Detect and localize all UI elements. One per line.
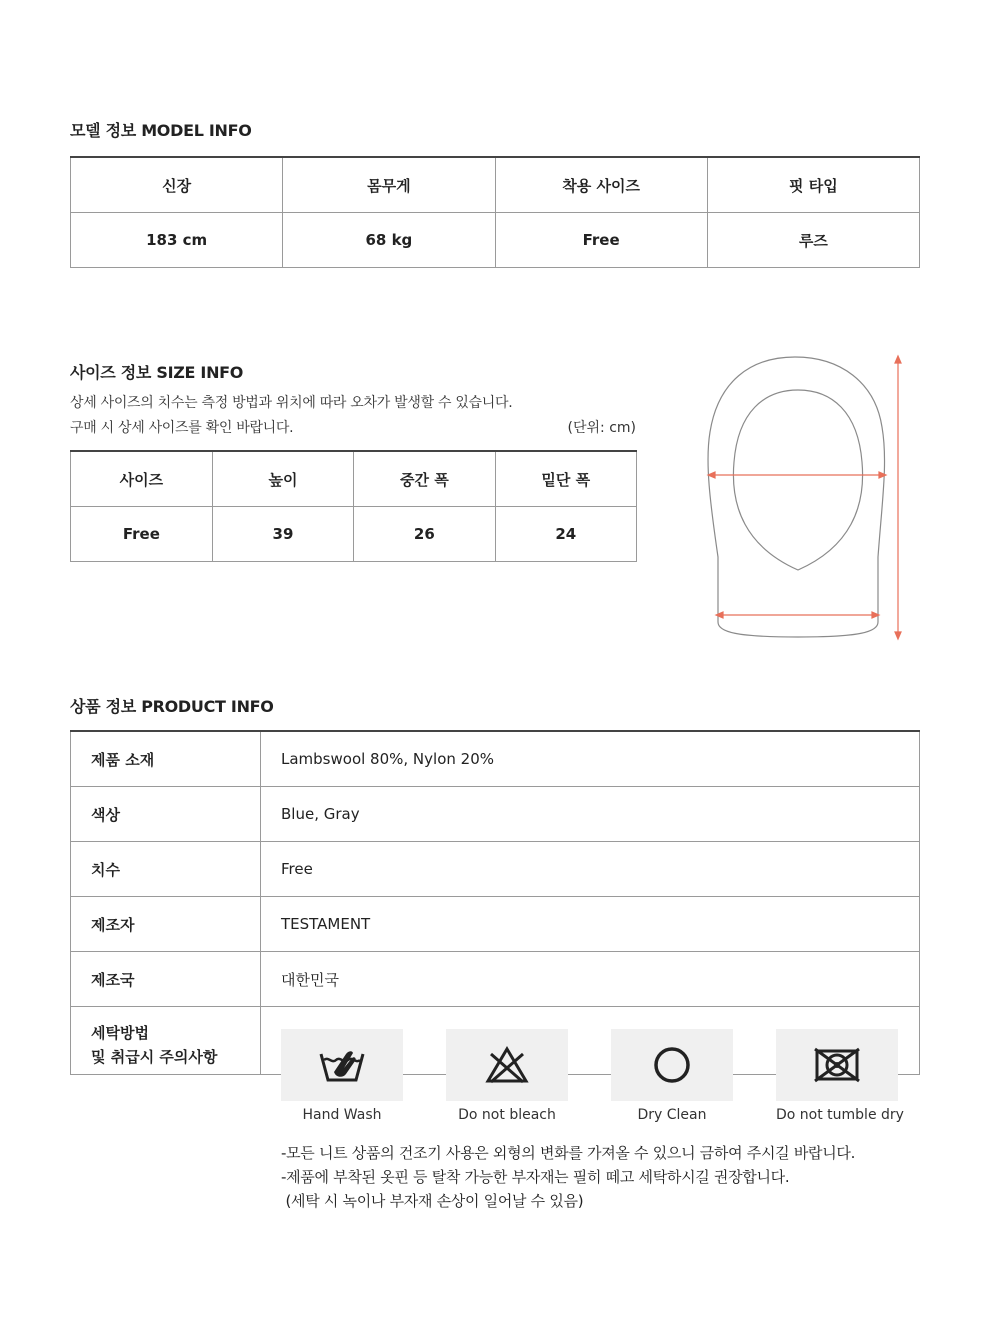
model-header-height: 신장 <box>71 157 283 213</box>
care-note-2: -제품에 부착된 옷핀 등 탈착 가능한 부자재는 필히 떼고 세탁하시길 권장합니다. <box>281 1168 790 1186</box>
model-info-title-en: MODEL INFO <box>141 121 252 140</box>
size-info-title <box>70 360 243 383</box>
product-label-country: 제조국 <box>71 952 261 1007</box>
size-info-title-ko: 사이즈 정보 <box>70 363 152 382</box>
size-info-description-2: 구매 시 상세 사이즈를 확인 바랍니다. <box>70 420 294 436</box>
model-value-size: Free <box>495 213 707 268</box>
product-value-size: Free <box>261 842 920 897</box>
model-info-title-ko: 모델 정보 <box>70 121 136 140</box>
do-not-bleach-icon <box>485 1046 529 1084</box>
care-caption-hand-wash: Hand Wash <box>302 1107 382 1123</box>
model-value-height: 183 cm <box>71 213 283 268</box>
care-caption-do-not-bleach: Do not bleach <box>458 1107 556 1123</box>
size-info-title-en: SIZE INFO <box>156 363 244 382</box>
product-label-color: 색상 <box>71 787 261 842</box>
care-caption-do-not-tumble-dry: Do not tumble dry <box>776 1107 904 1123</box>
product-label-care <box>71 1007 261 1075</box>
balaclava-outline <box>708 357 885 637</box>
size-info-description-1: 상세 사이즈의 치수는 측정 방법과 위치에 따라 오차가 발생할 수 있습니다. <box>70 395 513 411</box>
height-arrow <box>895 356 901 639</box>
care-notes <box>281 1141 855 1213</box>
size-value-row <box>71 507 637 562</box>
product-info-table <box>70 730 920 1210</box>
product-row-care <box>71 1007 920 1075</box>
dry-clean-icon <box>652 1045 692 1085</box>
balaclava-measurement-diagram <box>700 352 910 642</box>
model-info-value-row <box>71 213 920 268</box>
product-row-color <box>71 787 920 842</box>
product-label-material: 제품 소재 <box>71 731 261 787</box>
product-row-manufacturer <box>71 897 920 952</box>
size-unit-label: (단위: cm) <box>567 420 636 436</box>
model-value-fit: 루즈 <box>707 213 919 268</box>
size-value-size: Free <box>71 507 213 562</box>
size-header-mid-width: 중간 폭 <box>354 451 495 507</box>
care-item-do-not-tumble-dry <box>776 1029 904 1123</box>
product-value-material: Lambswool 80%, Nylon 20% <box>261 731 920 787</box>
hem-width-arrow <box>716 612 879 618</box>
model-value-weight: 68 kg <box>283 213 495 268</box>
size-info-table <box>70 450 637 562</box>
product-row-material <box>71 731 920 787</box>
care-caption-dry-clean: Dry Clean <box>637 1107 707 1123</box>
size-header-row <box>71 451 637 507</box>
care-label-line-2: 및 취급시 주의사항 <box>91 1048 218 1066</box>
care-item-dry-clean <box>611 1029 733 1123</box>
care-item-do-not-bleach <box>446 1029 568 1123</box>
product-info-title-ko: 상품 정보 <box>70 697 136 716</box>
model-info-header-row <box>71 157 920 213</box>
product-value-country: 대한민국 <box>261 952 920 1007</box>
care-instructions-cell <box>261 1007 920 1210</box>
product-label-manufacturer: 제조자 <box>71 897 261 952</box>
product-value-manufacturer: TESTAMENT <box>261 897 920 952</box>
size-header-size: 사이즈 <box>71 451 213 507</box>
care-label-line-1: 세탁방법 <box>91 1024 149 1042</box>
hand-wash-icon <box>318 1046 366 1084</box>
mid-width-arrow <box>708 472 886 478</box>
model-header-fit: 핏 타입 <box>707 157 919 213</box>
size-value-mid-width: 26 <box>354 507 495 562</box>
product-info-title <box>70 694 274 717</box>
model-info-title <box>70 118 252 141</box>
do-not-tumble-dry-icon <box>813 1047 861 1083</box>
product-info-title-en: PRODUCT INFO <box>141 697 274 716</box>
size-value-height: 39 <box>212 507 353 562</box>
product-row-size <box>71 842 920 897</box>
product-label-size: 치수 <box>71 842 261 897</box>
product-row-country <box>71 952 920 1007</box>
face-opening-outline <box>733 390 862 570</box>
model-header-weight: 몸무게 <box>283 157 495 213</box>
size-value-hem-width: 24 <box>495 507 636 562</box>
size-header-hem-width: 밑단 폭 <box>495 451 636 507</box>
care-note-1: -모든 니트 상품의 건조기 사용은 외형의 변화를 가져올 수 있으니 금하여 주시길 바랍니다. <box>281 1144 856 1162</box>
care-icons-row <box>281 1029 904 1123</box>
care-item-hand-wash <box>281 1029 403 1123</box>
product-value-color: Blue, Gray <box>261 787 920 842</box>
model-header-size: 착용 사이즈 <box>495 157 707 213</box>
care-note-3: (세탁 시 녹이나 부자재 손상이 일어날 수 있음) <box>281 1192 584 1210</box>
size-header-height: 높이 <box>212 451 353 507</box>
model-info-table <box>70 156 920 268</box>
